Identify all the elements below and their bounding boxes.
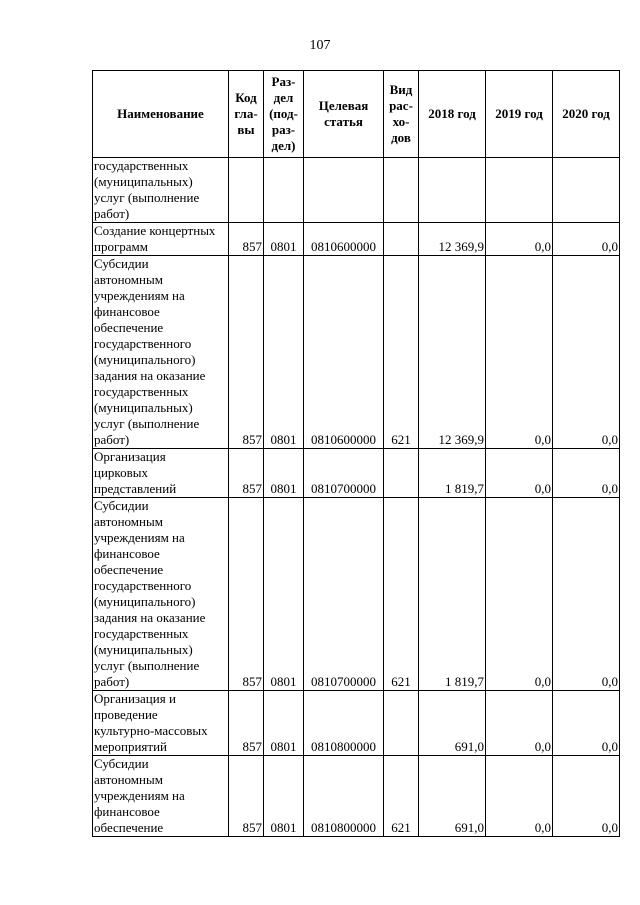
row-2019: 0,0 bbox=[486, 756, 553, 837]
row-celevaya: 0810700000 bbox=[304, 449, 384, 498]
row-2019: 0,0 bbox=[486, 691, 553, 756]
row-2020: 0,0 bbox=[553, 691, 620, 756]
row-kod: 857 bbox=[229, 498, 264, 691]
table-row bbox=[93, 223, 620, 256]
header-2020: 2020 год bbox=[553, 71, 620, 158]
row-name: Субсидии автономным учреждениям на финансовое обеспечение государственного (муниципального) задания на оказание государственных (муниципальных) услуг (выполнение работ) bbox=[93, 256, 229, 449]
table-row bbox=[93, 691, 620, 756]
row-2019: 0,0 bbox=[486, 498, 553, 691]
header-2019: 2019 год bbox=[486, 71, 553, 158]
header-2018: 2018 год bbox=[419, 71, 486, 158]
header-kod: Код гла- вы bbox=[229, 71, 264, 158]
table-row bbox=[93, 756, 620, 837]
row-2018: 1 819,7 bbox=[419, 449, 486, 498]
row-2018: 1 819,7 bbox=[419, 498, 486, 691]
row-kod: 857 bbox=[229, 223, 264, 256]
row-2018: 691,0 bbox=[419, 691, 486, 756]
row-kod: 857 bbox=[229, 756, 264, 837]
table-row bbox=[93, 256, 620, 449]
header-celevaya: Целевая статья bbox=[304, 71, 384, 158]
row-vid: 621 bbox=[384, 498, 419, 691]
row-celevaya: 0810700000 bbox=[304, 498, 384, 691]
row-2018 bbox=[419, 158, 486, 223]
header-row bbox=[93, 71, 620, 158]
row-razdel: 0801 bbox=[264, 691, 304, 756]
row-celevaya: 0810800000 bbox=[304, 756, 384, 837]
row-celevaya: 0810600000 bbox=[304, 223, 384, 256]
row-2020: 0,0 bbox=[553, 498, 620, 691]
row-2019: 0,0 bbox=[486, 449, 553, 498]
table-row bbox=[93, 158, 620, 223]
row-2020 bbox=[553, 158, 620, 223]
row-name: Создание концертных программ bbox=[93, 223, 229, 256]
row-razdel: 0801 bbox=[264, 449, 304, 498]
row-kod: 857 bbox=[229, 691, 264, 756]
row-vid bbox=[384, 449, 419, 498]
row-name: Субсидии автономным учреждениям на финансовое обеспечение bbox=[93, 756, 229, 837]
row-name: Субсидии автономным учреждениям на финансовое обеспечение государственного (муниципального) задания на оказание государственных (муниципальных) услуг (выполнение работ) bbox=[93, 498, 229, 691]
row-razdel: 0801 bbox=[264, 498, 304, 691]
row-name: Организация и проведение культурно-массовых мероприятий bbox=[93, 691, 229, 756]
header-razdel: Раз- дел (под- раз- дел) bbox=[264, 71, 304, 158]
row-kod: 857 bbox=[229, 256, 264, 449]
row-2019 bbox=[486, 158, 553, 223]
row-kod: 857 bbox=[229, 449, 264, 498]
row-2020: 0,0 bbox=[553, 256, 620, 449]
row-vid: 621 bbox=[384, 756, 419, 837]
row-name: государственных (муниципальных) услуг (выполнение работ) bbox=[93, 158, 229, 223]
row-2020: 0,0 bbox=[553, 756, 620, 837]
row-2020: 0,0 bbox=[553, 223, 620, 256]
row-2019: 0,0 bbox=[486, 256, 553, 449]
header-name: Наименование bbox=[93, 71, 229, 158]
row-celevaya: 0810600000 bbox=[304, 256, 384, 449]
row-celevaya bbox=[304, 158, 384, 223]
row-2018: 691,0 bbox=[419, 756, 486, 837]
table-row bbox=[93, 498, 620, 691]
row-vid bbox=[384, 691, 419, 756]
row-2018: 12 369,9 bbox=[419, 223, 486, 256]
row-razdel: 0801 bbox=[264, 256, 304, 449]
row-celevaya: 0810800000 bbox=[304, 691, 384, 756]
header-vid: Вид рас- хо- дов bbox=[384, 71, 419, 158]
row-razdel: 0801 bbox=[264, 223, 304, 256]
row-razdel bbox=[264, 158, 304, 223]
row-2018: 12 369,9 bbox=[419, 256, 486, 449]
page-number: 107 bbox=[309, 38, 331, 53]
row-razdel: 0801 bbox=[264, 756, 304, 837]
budget-table bbox=[92, 70, 620, 837]
row-kod bbox=[229, 158, 264, 223]
table-row bbox=[93, 449, 620, 498]
row-2019: 0,0 bbox=[486, 223, 553, 256]
row-vid: 621 bbox=[384, 256, 419, 449]
row-vid bbox=[384, 223, 419, 256]
row-name: Организация цирковых представлений bbox=[93, 449, 229, 498]
row-vid bbox=[384, 158, 419, 223]
row-2020: 0,0 bbox=[553, 449, 620, 498]
